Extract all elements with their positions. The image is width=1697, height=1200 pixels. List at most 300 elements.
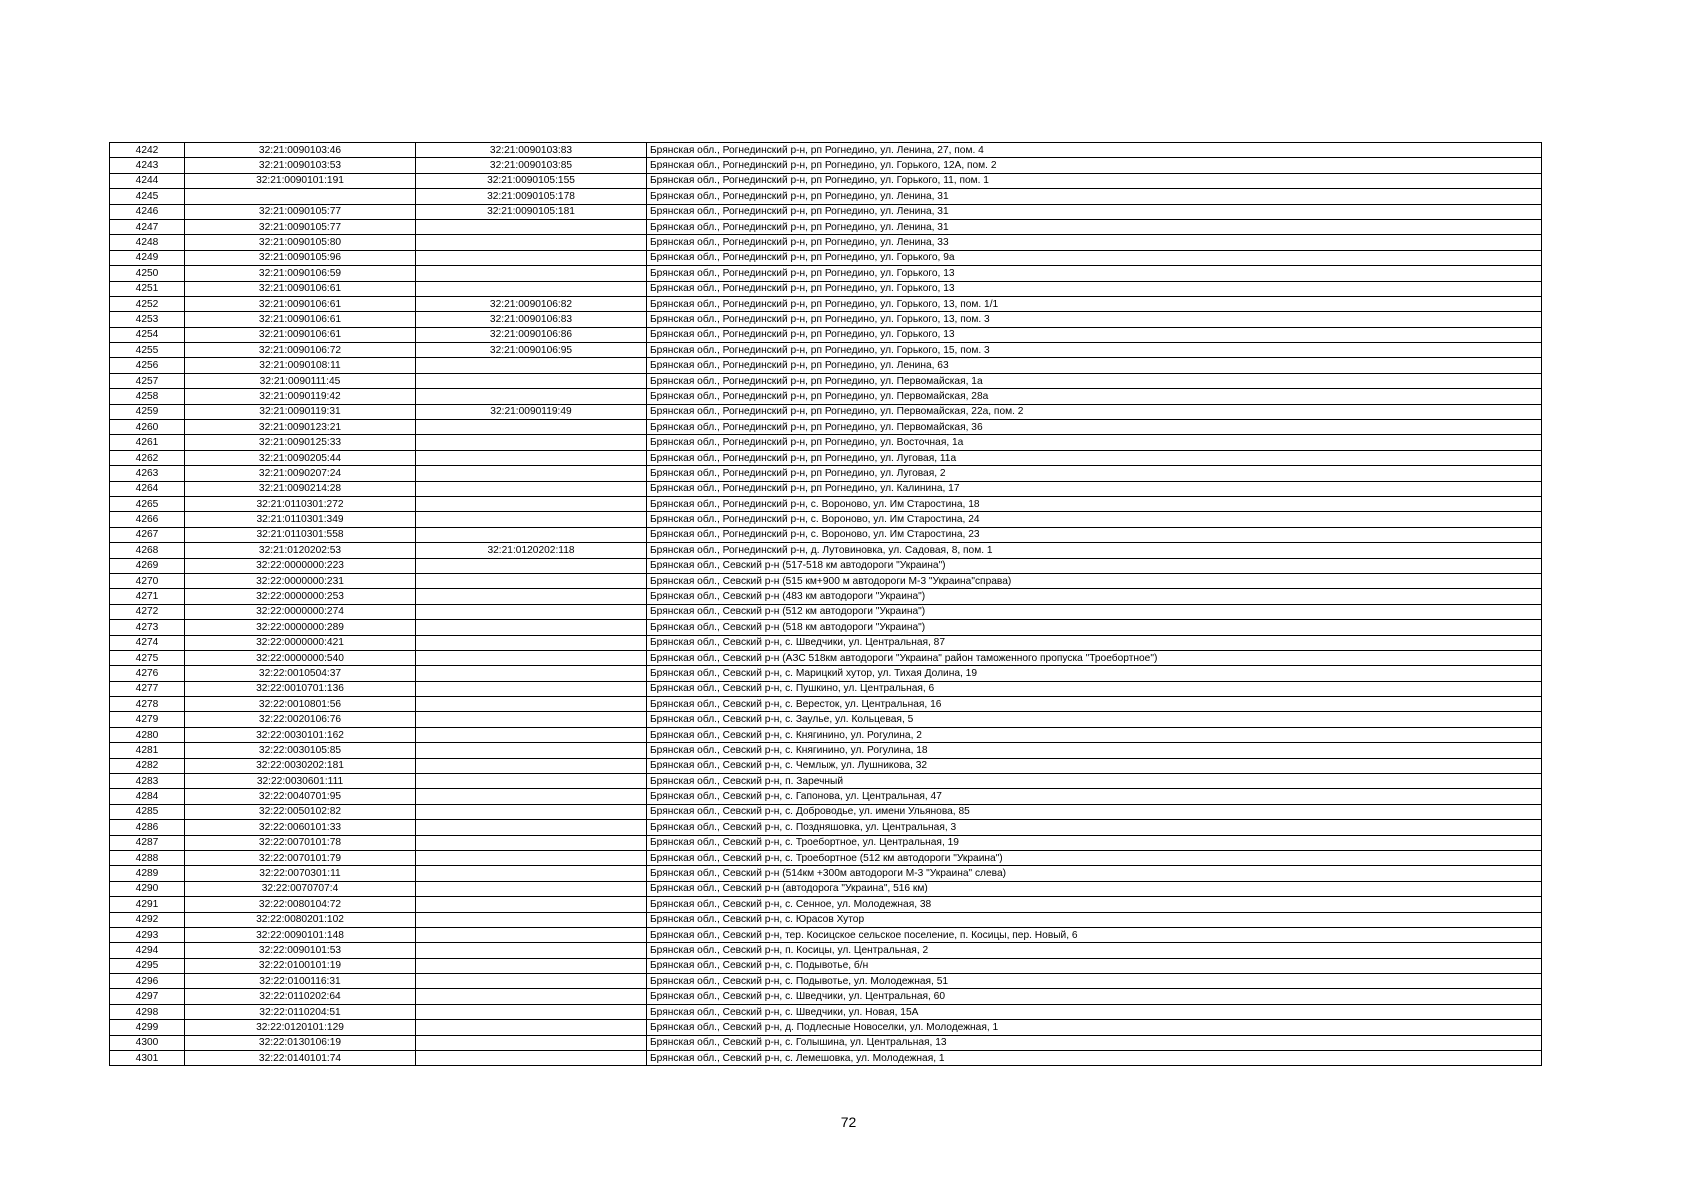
address-cell: Брянская обл., Рогнединский р-н, рп Рогнедино, ул. Горького, 13: [647, 327, 1542, 342]
table-row: [110, 620, 1542, 635]
address-cell: Брянская обл., Севский р-н, п. Заречный: [647, 774, 1542, 789]
table-row: [110, 681, 1542, 696]
related-cadastral-number-cell: 32:21:0090105:155: [416, 173, 647, 188]
related-cadastral-number-cell: [416, 573, 647, 588]
row-number-cell: 4242: [110, 143, 185, 158]
cadastral-number-cell: 32:22:0000000:274: [185, 604, 416, 619]
related-cadastral-number-cell: [416, 650, 647, 665]
table-row: [110, 1051, 1542, 1066]
cadastral-number-cell: 32:21:0090119:31: [185, 404, 416, 419]
related-cadastral-number-cell: [416, 943, 647, 958]
related-cadastral-number-cell: [416, 450, 647, 465]
address-cell: Брянская обл., Севский р-н, п. Косицы, ул. Центральная, 2: [647, 943, 1542, 958]
address-cell: Брянская обл., Рогнединский р-н, рп Рогнедино, ул. Первомайская, 36: [647, 420, 1542, 435]
table-row: [110, 435, 1542, 450]
related-cadastral-number-cell: [416, 866, 647, 881]
row-number-cell: 4280: [110, 727, 185, 742]
address-cell: Брянская обл., Рогнединский р-н, рп Рогнедино, ул. Первомайская, 1а: [647, 373, 1542, 388]
related-cadastral-number-cell: [416, 881, 647, 896]
address-cell: Брянская обл., Севский р-н (517-518 км автодороги "Украина"): [647, 558, 1542, 573]
table-row: [110, 650, 1542, 665]
cadastral-number-cell: 32:22:0070101:79: [185, 850, 416, 865]
table-row: [110, 881, 1542, 896]
cadastral-number-cell: 32:21:0090106:61: [185, 312, 416, 327]
address-cell: Брянская обл., Севский р-н, с. Шведчики, ул. Центральная, 87: [647, 635, 1542, 650]
related-cadastral-number-cell: [416, 496, 647, 511]
table-row: [110, 266, 1542, 281]
related-cadastral-number-cell: [416, 620, 647, 635]
cadastral-number-cell: 32:22:0030202:181: [185, 758, 416, 773]
table-row: [110, 666, 1542, 681]
row-number-cell: 4301: [110, 1051, 185, 1066]
row-number-cell: 4248: [110, 235, 185, 250]
related-cadastral-number-cell: [416, 527, 647, 542]
row-number-cell: 4272: [110, 604, 185, 619]
cadastral-number-cell: 32:21:0120202:53: [185, 543, 416, 558]
cadastral-number-cell: 32:22:0130106:19: [185, 1035, 416, 1050]
table-row: [110, 866, 1542, 881]
row-number-cell: 4246: [110, 204, 185, 219]
row-number-cell: 4276: [110, 666, 185, 681]
cadastral-number-cell: 32:21:0090106:61: [185, 281, 416, 296]
cadastral-number-cell: 32:21:0090106:61: [185, 327, 416, 342]
row-number-cell: 4256: [110, 358, 185, 373]
related-cadastral-number-cell: [416, 758, 647, 773]
related-cadastral-number-cell: [416, 1020, 647, 1035]
row-number-cell: 4249: [110, 250, 185, 265]
cadastral-number-cell: 32:21:0090105:77: [185, 204, 416, 219]
cadastral-number-cell: 32:21:0090214:28: [185, 481, 416, 496]
related-cadastral-number-cell: [416, 774, 647, 789]
row-number-cell: 4274: [110, 635, 185, 650]
table-row: [110, 974, 1542, 989]
related-cadastral-number-cell: [416, 912, 647, 927]
related-cadastral-number-cell: [416, 420, 647, 435]
cadastral-number-cell: 32:22:0000000:540: [185, 650, 416, 665]
cadastral-number-cell: 32:21:0090207:24: [185, 466, 416, 481]
related-cadastral-number-cell: [416, 974, 647, 989]
table-row: [110, 219, 1542, 234]
related-cadastral-number-cell: [416, 558, 647, 573]
row-number-cell: 4261: [110, 435, 185, 450]
address-cell: Брянская обл., Рогнединский р-н, рп Рогнедино, ул. Ленина, 31: [647, 189, 1542, 204]
address-cell: Брянская обл., Севский р-н, с. Юрасов Хутор: [647, 912, 1542, 927]
table-row: [110, 912, 1542, 927]
related-cadastral-number-cell: [416, 512, 647, 527]
table-row: [110, 527, 1542, 542]
cadastral-number-cell: 32:22:0010504:37: [185, 666, 416, 681]
table-row: [110, 1035, 1542, 1050]
table-row: [110, 312, 1542, 327]
cadastral-number-cell: 32:21:0090103:46: [185, 143, 416, 158]
table-row: [110, 943, 1542, 958]
cadastral-number-cell: 32:22:0000000:231: [185, 573, 416, 588]
address-cell: Брянская обл., Рогнединский р-н, д. Лутовиновка, ул. Садовая, 8, пом. 1: [647, 543, 1542, 558]
address-cell: Брянская обл., Севский р-н, с. Заулье, ул. Кольцевая, 5: [647, 712, 1542, 727]
table-row: [110, 989, 1542, 1004]
address-cell: Брянская обл., Севский р-н (515 км+900 м автодороги М-3 "Украина"справа): [647, 573, 1542, 588]
related-cadastral-number-cell: [416, 927, 647, 942]
row-number-cell: 4282: [110, 758, 185, 773]
address-cell: Брянская обл., Рогнединский р-н, рп Рогнедино, ул. Ленина, 27, пом. 4: [647, 143, 1542, 158]
table-row: [110, 1004, 1542, 1019]
row-number-cell: 4251: [110, 281, 185, 296]
related-cadastral-number-cell: [416, 1004, 647, 1019]
related-cadastral-number-cell: [416, 635, 647, 650]
related-cadastral-number-cell: [416, 958, 647, 973]
related-cadastral-number-cell: [416, 589, 647, 604]
table-row: [110, 450, 1542, 465]
row-number-cell: 4295: [110, 958, 185, 973]
cadastral-number-cell: 32:22:0010701:136: [185, 681, 416, 696]
cadastral-number-cell: 32:22:0080201:102: [185, 912, 416, 927]
table-row: [110, 897, 1542, 912]
related-cadastral-number-cell: [416, 712, 647, 727]
address-cell: Брянская обл., Рогнединский р-н, рп Рогнедино, ул. Горького, 9а: [647, 250, 1542, 265]
cadastral-number-cell: 32:22:0030105:85: [185, 743, 416, 758]
address-cell: Брянская обл., Севский р-н, тер. Косицское сельское поселение, п. Косицы, пер. Новый, 6: [647, 927, 1542, 942]
address-cell: Брянская обл., Севский р-н, с. Чемлыж, ул. Лушникова, 32: [647, 758, 1542, 773]
table-row: [110, 389, 1542, 404]
address-cell: Брянская обл., Севский р-н, с. Шведчики, ул. Центральная, 60: [647, 989, 1542, 1004]
row-number-cell: 4265: [110, 496, 185, 511]
cadastral-number-cell: 32:22:0000000:289: [185, 620, 416, 635]
related-cadastral-number-cell: [416, 358, 647, 373]
table-row: [110, 758, 1542, 773]
address-cell: Брянская обл., Севский р-н, с. Поздняшовка, ул. Центральная, 3: [647, 820, 1542, 835]
table-row: [110, 727, 1542, 742]
related-cadastral-number-cell: [416, 850, 647, 865]
row-number-cell: 4263: [110, 466, 185, 481]
related-cadastral-number-cell: 32:21:0090106:82: [416, 296, 647, 311]
table-row: [110, 804, 1542, 819]
address-cell: Брянская обл., Рогнединский р-н, рп Рогнедино, ул. Луговая, 2: [647, 466, 1542, 481]
cadastral-number-cell: 32:21:0110301:272: [185, 496, 416, 511]
row-number-cell: 4275: [110, 650, 185, 665]
row-number-cell: 4288: [110, 850, 185, 865]
table-row: [110, 327, 1542, 342]
related-cadastral-number-cell: [416, 1035, 647, 1050]
cadastral-number-cell: 32:22:0120101:129: [185, 1020, 416, 1035]
table-row: [110, 558, 1542, 573]
table-row: [110, 296, 1542, 311]
related-cadastral-number-cell: [416, 604, 647, 619]
cadastral-number-cell: 32:22:0140101:74: [185, 1051, 416, 1066]
table-row: [110, 420, 1542, 435]
table-row: [110, 404, 1542, 419]
address-cell: Брянская обл., Севский р-н, с. Подывотье, ул. Молодежная, 51: [647, 974, 1542, 989]
table-row: [110, 712, 1542, 727]
row-number-cell: 4253: [110, 312, 185, 327]
row-number-cell: 4244: [110, 173, 185, 188]
related-cadastral-number-cell: 32:21:0090119:49: [416, 404, 647, 419]
table-row: [110, 1020, 1542, 1035]
related-cadastral-number-cell: 32:21:0090103:83: [416, 143, 647, 158]
related-cadastral-number-cell: 32:21:0090106:86: [416, 327, 647, 342]
related-cadastral-number-cell: [416, 804, 647, 819]
row-number-cell: 4297: [110, 989, 185, 1004]
table-row: [110, 697, 1542, 712]
cadastral-number-cell: 32:22:0000000:223: [185, 558, 416, 573]
row-number-cell: 4271: [110, 589, 185, 604]
table-row: [110, 496, 1542, 511]
table-row: [110, 850, 1542, 865]
address-cell: Брянская обл., Рогнединский р-н, рп Рогнедино, ул. Горького, 13: [647, 281, 1542, 296]
cadastral-number-cell: 32:21:0090103:53: [185, 158, 416, 173]
cadastral-number-cell: 32:21:0110301:558: [185, 527, 416, 542]
row-number-cell: 4300: [110, 1035, 185, 1050]
table-row: [110, 143, 1542, 158]
address-cell: Брянская обл., Рогнединский р-н, рп Рогнедино, ул. Первомайская, 22а, пом. 2: [647, 404, 1542, 419]
cadastral-number-cell: [185, 189, 416, 204]
table-row: [110, 789, 1542, 804]
address-cell: Брянская обл., Рогнединский р-н, рп Рогнедино, ул. Восточная, 1а: [647, 435, 1542, 450]
related-cadastral-number-cell: [416, 666, 647, 681]
address-cell: Брянская обл., Севский р-н, с. Голышина, ул. Центральная, 13: [647, 1035, 1542, 1050]
cadastral-number-cell: 32:22:0110204:51: [185, 1004, 416, 1019]
row-number-cell: 4267: [110, 527, 185, 542]
row-number-cell: 4298: [110, 1004, 185, 1019]
address-cell: Брянская обл., Рогнединский р-н, с. Вороново, ул. Им Старостина, 18: [647, 496, 1542, 511]
address-cell: Брянская обл., Севский р-н, с. Троебортное, ул. Центральная, 19: [647, 835, 1542, 850]
related-cadastral-number-cell: 32:21:0090106:83: [416, 312, 647, 327]
cadastral-number-cell: 32:22:0040701:95: [185, 789, 416, 804]
row-number-cell: 4284: [110, 789, 185, 804]
row-number-cell: 4285: [110, 804, 185, 819]
table-row: [110, 573, 1542, 588]
table-row: [110, 604, 1542, 619]
cadastral-number-cell: 32:22:0030601:111: [185, 774, 416, 789]
related-cadastral-number-cell: [416, 1051, 647, 1066]
row-number-cell: 4292: [110, 912, 185, 927]
table-row: [110, 466, 1542, 481]
row-number-cell: 4278: [110, 697, 185, 712]
address-cell: Брянская обл., Севский р-н (518 км автодороги "Украина"): [647, 620, 1542, 635]
address-cell: Брянская обл., Рогнединский р-н, рп Рогнедино, ул. Ленина, 31: [647, 204, 1542, 219]
related-cadastral-number-cell: [416, 235, 647, 250]
row-number-cell: 4296: [110, 974, 185, 989]
address-cell: Брянская обл., Севский р-н (483 км автодороги "Украина"): [647, 589, 1542, 604]
related-cadastral-number-cell: [416, 373, 647, 388]
address-cell: Брянская обл., Севский р-н, с. Шведчики, ул. Новая, 15А: [647, 1004, 1542, 1019]
related-cadastral-number-cell: [416, 219, 647, 234]
address-cell: Брянская обл., Севский р-н, с. Сенное, ул. Молодежная, 38: [647, 897, 1542, 912]
cadastral-number-cell: 32:22:0070301:11: [185, 866, 416, 881]
address-cell: Брянская обл., Севский р-н, д. Подлесные Новоселки, ул. Молодежная, 1: [647, 1020, 1542, 1035]
related-cadastral-number-cell: [416, 281, 647, 296]
address-cell: Брянская обл., Рогнединский р-н, рп Рогнедино, ул. Горького, 13, пом. 3: [647, 312, 1542, 327]
cadastral-number-cell: 32:22:0000000:421: [185, 635, 416, 650]
table-body: [110, 143, 1542, 1066]
row-number-cell: 4299: [110, 1020, 185, 1035]
row-number-cell: 4252: [110, 296, 185, 311]
address-cell: Брянская обл., Рогнединский р-н, с. Вороново, ул. Им Старостина, 24: [647, 512, 1542, 527]
address-cell: Брянская обл., Севский р-н, с. Подывотье, б/н: [647, 958, 1542, 973]
row-number-cell: 4255: [110, 343, 185, 358]
table-row: [110, 189, 1542, 204]
table-row: [110, 158, 1542, 173]
address-cell: Брянская обл., Рогнединский р-н, рп Рогнедино, ул. Горького, 12А, пом. 2: [647, 158, 1542, 173]
related-cadastral-number-cell: 32:21:0090106:95: [416, 343, 647, 358]
cadastral-number-cell: 32:22:0100101:19: [185, 958, 416, 973]
row-number-cell: 4286: [110, 820, 185, 835]
related-cadastral-number-cell: [416, 481, 647, 496]
cadastral-number-cell: 32:22:0070707:4: [185, 881, 416, 896]
row-number-cell: 4287: [110, 835, 185, 850]
related-cadastral-number-cell: [416, 466, 647, 481]
address-cell: Брянская обл., Рогнединский р-н, рп Рогнедино, ул. Горького, 15, пом. 3: [647, 343, 1542, 358]
cadastral-number-cell: 32:22:0060101:33: [185, 820, 416, 835]
cadastral-number-cell: 32:21:0090111:45: [185, 373, 416, 388]
cadastral-number-cell: 32:21:0090108:11: [185, 358, 416, 373]
cadastral-number-cell: 32:21:0090106:72: [185, 343, 416, 358]
address-cell: Брянская обл., Рогнединский р-н, рп Рогнедино, ул. Калинина, 17: [647, 481, 1542, 496]
address-cell: Брянская обл., Рогнединский р-н, рп Рогнедино, ул. Первомайская, 28а: [647, 389, 1542, 404]
address-cell: Брянская обл., Рогнединский р-н, рп Рогнедино, ул. Горького, 11, пом. 1: [647, 173, 1542, 188]
row-number-cell: 4283: [110, 774, 185, 789]
row-number-cell: 4266: [110, 512, 185, 527]
address-cell: Брянская обл., Севский р-н (514км +300м автодороги М-3 "Украина" слева): [647, 866, 1542, 881]
cadastral-number-cell: 32:21:0090123:21: [185, 420, 416, 435]
cadastral-number-cell: 32:21:0110301:349: [185, 512, 416, 527]
table-row: [110, 204, 1542, 219]
related-cadastral-number-cell: [416, 835, 647, 850]
table-row: [110, 481, 1542, 496]
address-cell: Брянская обл., Рогнединский р-н, рп Рогнедино, ул. Луговая, 11а: [647, 450, 1542, 465]
cadastral-number-cell: 32:21:0090101:191: [185, 173, 416, 188]
table-row: [110, 958, 1542, 973]
row-number-cell: 4262: [110, 450, 185, 465]
table-row: [110, 774, 1542, 789]
data-table: [109, 142, 1542, 1066]
table-row: [110, 235, 1542, 250]
row-number-cell: 4258: [110, 389, 185, 404]
table-row: [110, 543, 1542, 558]
address-cell: Брянская обл., Севский р-н, с. Гапонова, ул. Центральная, 47: [647, 789, 1542, 804]
table-row: [110, 173, 1542, 188]
row-number-cell: 4273: [110, 620, 185, 635]
address-cell: Брянская обл., Севский р-н, с. Лемешовка, ул. Молодежная, 1: [647, 1051, 1542, 1066]
table-row: [110, 820, 1542, 835]
cadastral-number-cell: 32:22:0090101:148: [185, 927, 416, 942]
address-cell: Брянская обл., Севский р-н (автодорога "Украина", 516 км): [647, 881, 1542, 896]
related-cadastral-number-cell: 32:21:0090105:178: [416, 189, 647, 204]
cadastral-number-cell: 32:21:0090205:44: [185, 450, 416, 465]
table-row: [110, 512, 1542, 527]
related-cadastral-number-cell: [416, 697, 647, 712]
table-row: [110, 343, 1542, 358]
row-number-cell: 4290: [110, 881, 185, 896]
table-row: [110, 250, 1542, 265]
related-cadastral-number-cell: 32:21:0090103:85: [416, 158, 647, 173]
address-cell: Брянская обл., Рогнединский р-н, с. Вороново, ул. Им Старостина, 23: [647, 527, 1542, 542]
page-number: 72: [840, 1114, 857, 1130]
cadastral-number-cell: 32:22:0100116:31: [185, 974, 416, 989]
related-cadastral-number-cell: 32:21:0120202:118: [416, 543, 647, 558]
cadastral-number-cell: 32:21:0090105:80: [185, 235, 416, 250]
row-number-cell: 4277: [110, 681, 185, 696]
row-number-cell: 4254: [110, 327, 185, 342]
address-cell: Брянская обл., Рогнединский р-н, рп Рогнедино, ул. Ленина, 63: [647, 358, 1542, 373]
related-cadastral-number-cell: [416, 681, 647, 696]
cadastral-number-cell: 32:22:0020106:76: [185, 712, 416, 727]
address-cell: Брянская обл., Севский р-н, с. Княгинино, ул. Рогулина, 2: [647, 727, 1542, 742]
cadastral-number-cell: 32:22:0050102:82: [185, 804, 416, 819]
table-row: [110, 281, 1542, 296]
table-row: [110, 743, 1542, 758]
table-row: [110, 373, 1542, 388]
row-number-cell: 4247: [110, 219, 185, 234]
address-cell: Брянская обл., Рогнединский р-н, рп Рогнедино, ул. Горького, 13: [647, 266, 1542, 281]
cadastral-number-cell: 32:22:0110202:64: [185, 989, 416, 1004]
table-row: [110, 589, 1542, 604]
table-row: [110, 927, 1542, 942]
address-cell: Брянская обл., Севский р-н, с. Княгинино, ул. Рогулина, 18: [647, 743, 1542, 758]
row-number-cell: 4243: [110, 158, 185, 173]
row-number-cell: 4289: [110, 866, 185, 881]
row-number-cell: 4270: [110, 573, 185, 588]
cadastral-number-cell: 32:21:0090105:96: [185, 250, 416, 265]
related-cadastral-number-cell: [416, 820, 647, 835]
table-row: [110, 358, 1542, 373]
cadastral-number-cell: 32:22:0070101:78: [185, 835, 416, 850]
cadastral-number-cell: 32:21:0090106:61: [185, 296, 416, 311]
related-cadastral-number-cell: [416, 727, 647, 742]
table-row: [110, 835, 1542, 850]
row-number-cell: 4264: [110, 481, 185, 496]
table-row: [110, 635, 1542, 650]
address-cell: Брянская обл., Севский р-н, с. Доброводье, ул. имени Ульянова, 85: [647, 804, 1542, 819]
row-number-cell: 4279: [110, 712, 185, 727]
related-cadastral-number-cell: 32:21:0090105:181: [416, 204, 647, 219]
related-cadastral-number-cell: [416, 250, 647, 265]
related-cadastral-number-cell: [416, 389, 647, 404]
cadastral-number-cell: 32:21:0090106:59: [185, 266, 416, 281]
row-number-cell: 4269: [110, 558, 185, 573]
cadastral-number-cell: 32:22:0030101:162: [185, 727, 416, 742]
related-cadastral-number-cell: [416, 266, 647, 281]
row-number-cell: 4294: [110, 943, 185, 958]
cadastral-number-cell: 32:22:0080104:72: [185, 897, 416, 912]
cadastral-number-cell: 32:21:0090119:42: [185, 389, 416, 404]
cadastral-number-cell: 32:22:0010801:56: [185, 697, 416, 712]
related-cadastral-number-cell: [416, 897, 647, 912]
address-cell: Брянская обл., Севский р-н, с. Beресток, ул. Центральная, 16: [647, 697, 1542, 712]
row-number-cell: 4268: [110, 543, 185, 558]
address-cell: Брянская обл., Рогнединский р-н, рп Рогнедино, ул. Ленина, 33: [647, 235, 1542, 250]
address-cell: Брянская обл., Рогнединский р-н, рп Рогнедино, ул. Горького, 13, пом. 1/1: [647, 296, 1542, 311]
cadastral-number-cell: 32:21:0090105:77: [185, 219, 416, 234]
cadastral-number-cell: 32:22:0000000:253: [185, 589, 416, 604]
address-cell: Брянская обл., Севский р-н, с. Марицкий хутор, ул. Тихая Долина, 19: [647, 666, 1542, 681]
related-cadastral-number-cell: [416, 743, 647, 758]
row-number-cell: 4259: [110, 404, 185, 419]
cadastral-number-cell: 32:21:0090125:33: [185, 435, 416, 450]
address-cell: Брянская обл., Севский р-н (512 км автодороги "Украина"): [647, 604, 1542, 619]
address-cell: Брянская обл., Севский р-н, с. Пушкино, ул. Центральная, 6: [647, 681, 1542, 696]
row-number-cell: 4245: [110, 189, 185, 204]
row-number-cell: 4257: [110, 373, 185, 388]
related-cadastral-number-cell: [416, 989, 647, 1004]
row-number-cell: 4291: [110, 897, 185, 912]
address-cell: Брянская обл., Севский р-н (АЗС 518км автодороги "Украина" район таможенного пропуска "Троебортное"): [647, 650, 1542, 665]
related-cadastral-number-cell: [416, 435, 647, 450]
row-number-cell: 4281: [110, 743, 185, 758]
row-number-cell: 4250: [110, 266, 185, 281]
row-number-cell: 4260: [110, 420, 185, 435]
related-cadastral-number-cell: [416, 789, 647, 804]
row-number-cell: 4293: [110, 927, 185, 942]
